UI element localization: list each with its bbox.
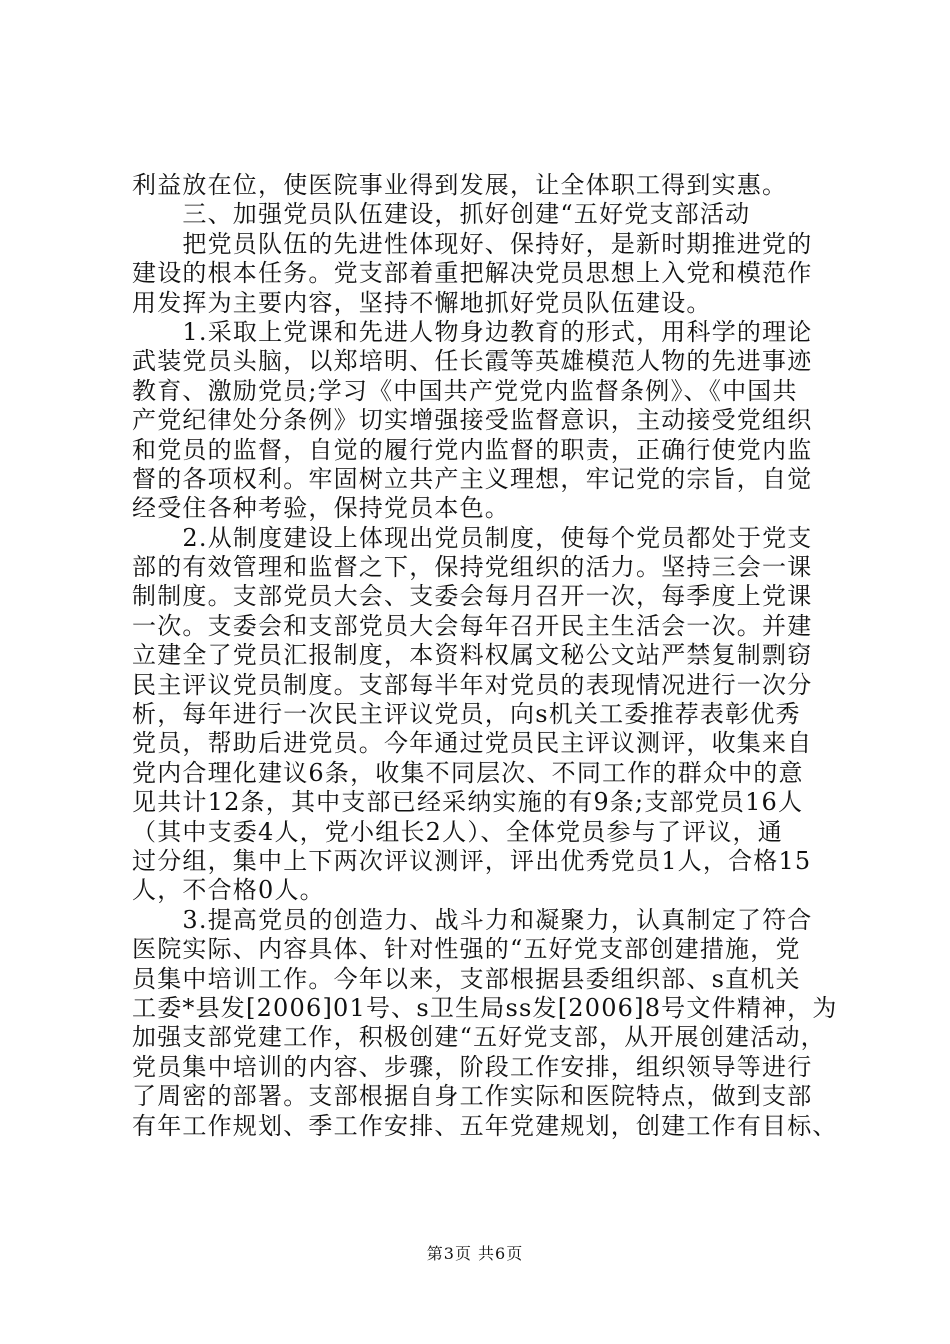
text-line: 工委*县发[2006]01号、s卫生局ss发[2006]8号文件精神，为 — [132, 993, 838, 1022]
text-line: 党员集中培训的内容、步骤，阶段工作安排，组织领导等进行 — [132, 1052, 813, 1081]
text-line: 析，每年进行一次民主评议党员，向s机关工委推荐表彰优秀 — [132, 700, 801, 729]
text-line: 教育、激励党员;学习《中国共产党党内监督条例》、《中国共 — [132, 376, 798, 405]
text-line: 把党员队伍的先进性体现好、保持好，是新时期推进党的 — [132, 229, 813, 258]
text-line: 立建全了党员汇报制度，本资料权属文秘公文站严禁复制剽窃 — [132, 641, 813, 670]
text-line: 督的各项权利。牢固树立共产主义理想，牢记党的宗旨，自觉 — [132, 464, 813, 493]
text-line: 了周密的部署。支部根据自身工作实际和医院特点，做到支部 — [132, 1082, 813, 1111]
text-line: 武装党员头脑，以郑培明、任长霞等英雄模范人物的先进事迹 — [132, 347, 813, 376]
text-line: 利益放在位，使医院事业得到发展，让全体职工得到实惠。 — [132, 171, 788, 199]
text-line: 3.提高党员的创造力、战斗力和凝聚力，认真制定了符合 — [132, 905, 813, 934]
text-line: 部的有效管理和监督之下，保持党组织的活力。坚持三会一课 — [132, 553, 813, 582]
text-line: 一次。支委会和支部党员大会每年召开民主生活会一次。并建 — [132, 611, 813, 640]
text-line: （其中支委4人，党小组长2人）、全体党员参与了评议，通 — [132, 817, 783, 846]
text-line: 党员，帮助后进党员。今年通过党员民主评议测评，收集来自 — [132, 729, 813, 758]
text-line: 用发挥为主要内容，坚持不懈地抓好党员队伍建设。 — [132, 288, 712, 317]
text-line: 人，不合格0人。 — [132, 876, 325, 905]
text-line: 党内合理化建议6条，收集不同层次、不同工作的群众中的意 — [132, 758, 804, 787]
text-line: 2.从制度建设上体现出党员制度，使每个党员都处于党支 — [132, 523, 813, 552]
text-line: 过分组，集中上下两次评议测评，评出优秀党员1人，合格15 — [132, 846, 812, 875]
text-line: 员集中培训工作。今年以来，支部根据县委组织部、s直机关 — [132, 964, 801, 993]
text-line: 1.采取上党课和先进人物身边教育的形式，用科学的理论 — [132, 317, 813, 346]
text-line: 经受住各种考验，保持党员本色。 — [132, 494, 510, 523]
text-line: 产党纪律处分条例》切实增强接受监督意识，主动接受党组织 — [132, 406, 813, 435]
text-line: 见共计12条，其中支部已经采纳实施的有9条;支部党员16人 — [132, 788, 804, 817]
text-line: 医院实际、内容具体、针对性强的“五好党支部创建措施，党 — [132, 935, 801, 964]
section-heading: 三、加强党员队伍建设，抓好创建“五好党支部活动 — [132, 200, 751, 229]
text-line: 制制度。支部党员大会、支委会每月召开一次，每季度上党课 — [132, 582, 813, 611]
text-line: 建设的根本任务。党支部着重把解决党员思想上入党和模范作 — [132, 259, 813, 288]
text-line: 民主评议党员制度。支部每半年对党员的表现情况进行一次分 — [132, 670, 813, 699]
page-number-footer: 第3页 共6页 — [426, 1244, 524, 1263]
body-text — [132, 171, 838, 1141]
text-line: 有年工作规划、季工作安排、五年党建规划，创建工作有目标、 — [132, 1111, 838, 1140]
text-line: 加强支部党建工作，积极创建“五好党支部，从开展创建活动， — [132, 1023, 826, 1052]
text-line: 和党员的监督，自觉的履行党内监督的职责，正确行使党内监 — [132, 435, 813, 464]
